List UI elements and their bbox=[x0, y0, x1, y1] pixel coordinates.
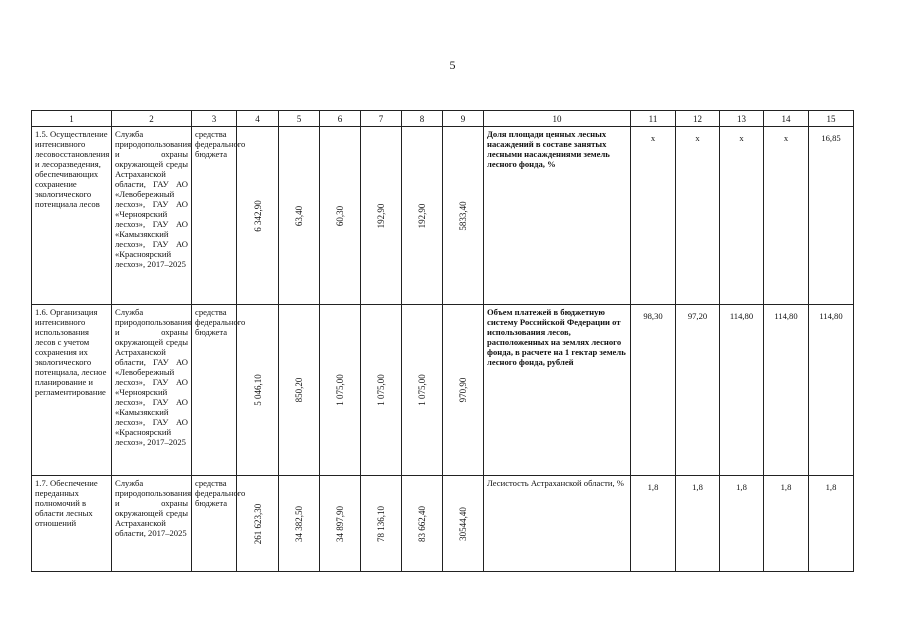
value-col12: 97,20 bbox=[676, 305, 720, 476]
funding-source: средства федерального бюджета bbox=[192, 476, 237, 572]
header-cell: 15 bbox=[809, 111, 854, 127]
header-cell: 7 bbox=[361, 111, 402, 127]
table-row bbox=[32, 127, 854, 305]
indicator: Доля площади ценных лесных насаждений в составе занятых лесными насаждениями земель лесного фонда, % bbox=[484, 127, 631, 305]
program-table bbox=[31, 110, 854, 572]
value-col11: 98,30 bbox=[631, 305, 676, 476]
table-row bbox=[32, 476, 854, 572]
value-col14: 1,8 bbox=[764, 476, 809, 572]
funding-source: средства федерального бюджета bbox=[192, 127, 237, 305]
header-cell: 6 bbox=[320, 111, 361, 127]
measure-name: 1.7. Обеспечение переданных полномочий в области лесных отношений bbox=[32, 476, 112, 572]
amount-total: 6 342,90 bbox=[252, 199, 263, 232]
amount-total: 5 046,10 bbox=[252, 374, 263, 406]
header-cell: 8 bbox=[402, 111, 443, 127]
header-cell: 13 bbox=[720, 111, 764, 127]
header-cell: 5 bbox=[279, 111, 320, 127]
value-col12: 1,8 bbox=[676, 476, 720, 572]
amount-col9: 5833,40 bbox=[458, 200, 468, 231]
value-col11: х bbox=[631, 127, 676, 305]
amount-col6: 60,30 bbox=[335, 205, 345, 226]
executor: Служба природопользования и охраны окружающей среды Астраханской области, ГАУ АО «Левобережный лесхоз», ГАУ АО «Черноярский лесхоз», ГАУ АО «Камызякский лесхоз», ГАУ АО «Красноярский лесхоз», 2017–2025 bbox=[112, 127, 192, 305]
header-cell: 14 bbox=[764, 111, 809, 127]
value-col15: 16,85 bbox=[809, 127, 854, 305]
indicator: Лесистость Астраханской области, % bbox=[484, 476, 631, 572]
measure-name: 1.5. Осуществление интенсивного лесовосстановления и лесоразведения, обеспечивающих сохранение экологического потенциала лесов bbox=[32, 127, 112, 305]
amount-total: 261 623,30 bbox=[252, 503, 263, 544]
funding-source: средства федерального бюджета bbox=[192, 305, 237, 476]
header-cell: 10 bbox=[484, 111, 631, 127]
amount-col9: 970,90 bbox=[458, 377, 468, 403]
executor: Служба природопользования и охраны окружающей среды Астраханской области, 2017–2025 bbox=[112, 476, 192, 572]
header-cell: 11 bbox=[631, 111, 676, 127]
amount-col6: 34 897,90 bbox=[335, 505, 345, 542]
value-col14: 114,80 bbox=[764, 305, 809, 476]
amount-col8: 1 075,00 bbox=[417, 374, 427, 406]
header-cell: 3 bbox=[192, 111, 237, 127]
value-col14: х bbox=[764, 127, 809, 305]
value-col13: 114,80 bbox=[720, 305, 764, 476]
value-col13: х bbox=[720, 127, 764, 305]
header-cell: 12 bbox=[676, 111, 720, 127]
value-col11: 1,8 bbox=[631, 476, 676, 572]
amount-col7: 78 136,10 bbox=[376, 505, 386, 542]
amount-col9: 30544,40 bbox=[458, 506, 468, 541]
value-col15: 1,8 bbox=[809, 476, 854, 572]
header-cell: 4 bbox=[237, 111, 279, 127]
amount-col8: 83 662,40 bbox=[417, 505, 427, 542]
amount-col8: 192,90 bbox=[417, 203, 427, 228]
header-row bbox=[32, 111, 854, 127]
header-cell: 9 bbox=[443, 111, 484, 127]
header-cell: 2 bbox=[112, 111, 192, 127]
amount-col5: 63,40 bbox=[294, 205, 304, 226]
value-col15: 114,80 bbox=[809, 305, 854, 476]
page-number: 5 bbox=[449, 58, 456, 72]
executor: Служба природопользования и охраны окружающей среды Астраханской области, ГАУ АО «Левобережный лесхоз», ГАУ АО «Черноярский лесхоз», ГАУ АО «Камызякский лесхоз», ГАУ АО «Красноярский лесхоз», 2017–2025 bbox=[112, 305, 192, 476]
amount-col5: 850,20 bbox=[294, 377, 304, 403]
amount-col6: 1 075,00 bbox=[335, 374, 345, 406]
amount-col7: 192,90 bbox=[376, 203, 386, 228]
amount-col5: 34 382,50 bbox=[294, 505, 304, 542]
value-col13: 1,8 bbox=[720, 476, 764, 572]
value-col12: х bbox=[676, 127, 720, 305]
indicator: Объем платежей в бюджетную систему Российской Федерации от использования лесов, расположенных на землях лесного фонда, в расчете на 1 гектар земель лесного фонда, рублей bbox=[484, 305, 631, 476]
amount-col7: 1 075,00 bbox=[376, 374, 386, 406]
measure-name: 1.6. Организация интенсивного использования лесов с учетом сохранения их экологического потенциала, лесное планирование и регламентирование bbox=[32, 305, 112, 476]
header-cell: 1 bbox=[32, 111, 112, 127]
table-row bbox=[32, 305, 854, 476]
